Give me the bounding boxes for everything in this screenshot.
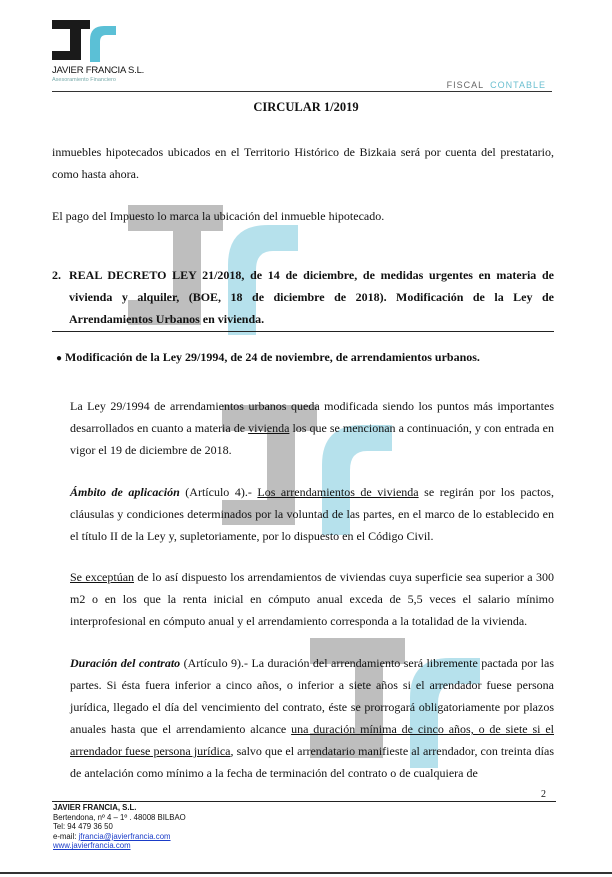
paragraph-2: El pago del Impuesto lo marca la ubicación del inmueble hipotecado.: [52, 209, 385, 223]
paragraph-6-underlined: una duración mínima de cinco años, o de siete si el arrendador fuese persona jurídica: [70, 722, 555, 758]
paragraph-6: [70, 652, 554, 784]
section-2-number: 2.: [52, 268, 61, 282]
company-logo-mark-icon: [52, 20, 116, 62]
paragraph-3-text-b: los que se mencionan a continuación, y con entrada en vigor el 19 de diciembre de 2018.: [70, 421, 554, 457]
header-divider: [52, 91, 552, 92]
footer-email-row: [53, 832, 186, 842]
paragraph-6-text-a: La duración del arrendamiento será libremente pactada por las partes. Si ésta fuera inferior a cinco años, o inferior a siete años si el arrendador fuese persona jurídica, llegado el día del vencimiento del contrato, éste se prorrogará obligatoriamente por plazos anuales hasta que el arrendamiento alcance: [70, 656, 554, 736]
header-tags: [447, 80, 546, 90]
paragraph-4: [70, 481, 554, 547]
page-bottom-rule: [0, 872, 612, 874]
footer-email-link[interactable]: jfrancia@javierfrancia.com: [78, 831, 171, 841]
paragraph-4-label: Ámbito de aplicación: [70, 485, 180, 499]
paragraph-5-text: de lo así dispuesto los arrendamientos de viviendas cuya superficie sea superior a 300 m2 o en los que la renta inicial en cómputo anual exceda de 5,5 veces el salario mínimo interprofesional en cómputo anual y el arrendamiento corresponda a la totalidad de la vivienda.: [70, 570, 555, 628]
paragraph-6-ref: (Artículo 9).-: [180, 656, 252, 670]
paragraph-5-underlined: Se exceptúan: [70, 570, 135, 584]
bullet-heading-text: Modificación de la Ley 29/1994, de 24 de noviembre, de arrendamientos urbanos.: [65, 350, 480, 364]
tag-contable: CONTABLE: [490, 80, 546, 90]
paragraph-3-text-a: La Ley 29/1994 de arrendamientos urbanos queda modificada siendo los puntos más importantes desarrollados en cuanto a materia de: [70, 399, 554, 435]
paragraph-6-text-b: , salvo que el arrendatario manifieste al arrendador, con treinta días de antelación como mínimo a la fecha de terminación del contrato o de cualquiera de: [70, 744, 554, 780]
paragraph-4-underlined: Los arrendamientos de vivienda: [257, 485, 419, 499]
bullet-dot-icon: ●: [56, 353, 63, 364]
paragraph-4-ref: (Artículo 4).-: [179, 485, 258, 499]
paragraph-1: inmuebles hipotecados ubicados en el Territorio Histórico de Bizkaia será por cuenta del prestatario, como hasta ahora.: [52, 145, 554, 181]
paragraph-3: [70, 395, 554, 461]
section-2-divider: [52, 331, 554, 332]
paragraph-4-text: se regirán por los pactos, cláusulas y condiciones determinados por la voluntad de las partes, en el marco de lo establecido en el título II de la Ley y, supletoriamente, por lo dispuesto en el Código Civil.: [70, 485, 554, 543]
company-logo: [52, 20, 145, 92]
paragraph-3-underlined: vivienda: [248, 421, 290, 435]
tag-fiscal: FISCAL: [446, 80, 485, 90]
company-subtitle: Asesoramiento Financiero: [52, 77, 116, 83]
footer-web-link[interactable]: www.javierfrancia.com: [53, 841, 131, 851]
paragraph-5: [70, 566, 554, 632]
footer-phone: Tel: 94 479 36 50: [53, 822, 113, 832]
section-2-title: REAL DECRETO LEY 21/2018, de 14 de diciembre, de medidas urgentes en materia de vivienda y alquiler, (BOE, 18 de diciembre de 2018). Modificación de la Ley de Arrendamientos Urbanos en vivienda.: [69, 268, 554, 326]
footer-address: Bertendona, nº 4 – 1º . 48008 BILBAO: [53, 812, 186, 822]
section-2-heading: [52, 264, 554, 330]
page-number: 2: [541, 789, 546, 800]
footer-company-name: JAVIER FRANCIA, S.L.: [53, 803, 137, 812]
paragraph-6-label: Duración del contrato: [70, 656, 181, 670]
company-name: JAVIER FRANCIA S.L.: [52, 65, 145, 76]
document-title: CIRCULAR 1/2019: [253, 100, 359, 114]
bullet-heading: [56, 350, 480, 365]
footer-divider: [52, 801, 556, 802]
footer: [53, 803, 186, 851]
footer-email-label: e-mail:: [53, 831, 79, 841]
